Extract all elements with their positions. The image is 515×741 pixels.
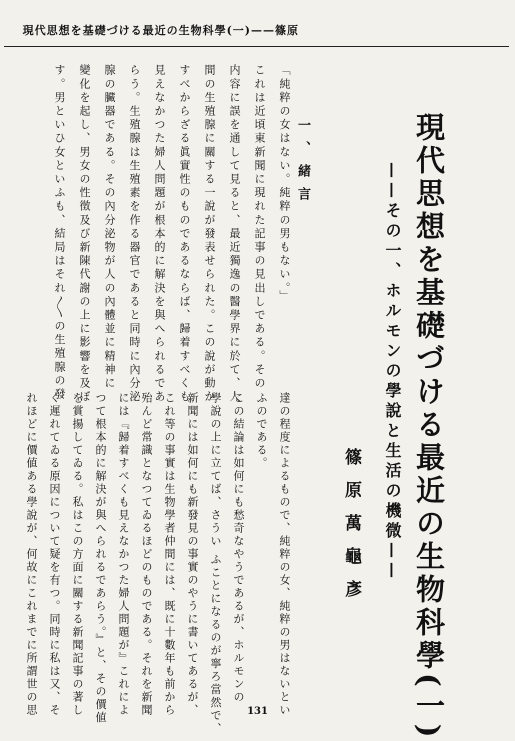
text-column: これは近頃東新聞に現れた記事の見出しである。その (253, 64, 266, 391)
page-number: 131 (247, 706, 268, 717)
text-column: 學說の上に立てば、さうい ふことになるのが寧ろ當然で、 (209, 392, 222, 736)
running-header (4, 12, 509, 47)
text-column: 新聞には如何にも新發見の事實のやうに書いてあるが、 (186, 392, 199, 717)
text-column: れほどに價値ある學說が、何故にこれまでに所謂世の思 (25, 392, 38, 717)
article-subtitle: ——その一、ホルモンの學說と生活の機微—— (383, 162, 402, 582)
running-header-text: 現代思想を基礎づける最近の生物科學(一)——篠原 (22, 24, 299, 37)
section-heading: 一、緒言 (295, 118, 310, 210)
text-column: すべからざる眞實性のものであるならば、歸着すべくも (178, 64, 191, 404)
text-column: 變化を起し、男女の性徵及び新陳代謝の上に影響を及ぼ (78, 64, 91, 404)
text-column: この結論は如何にも愁奇なやうであるが、ホルモンの (232, 392, 245, 704)
article-title: 現代思想を基礎づける最近の生物科學(一) (412, 112, 446, 741)
text-column: 「純粹の女はない。純粹の男もない。」 (278, 64, 291, 304)
author-name: 篠原萬龜彥 (341, 448, 361, 613)
text-column: 達の程度によるもので、純粹の女、純粹の男はないとい (278, 392, 291, 717)
text-column: く遲れてゐる原因について疑を有つ。同時に私は又、そ (48, 392, 61, 717)
text-column: 間の生殖腺に關する一說が發表せられた。この說が動か (203, 64, 216, 404)
text-column: 腺の臟器である。その內分泌物が人の內體並に精神に (103, 64, 116, 391)
text-column: を賞揚してゐる。私はこの方面に關する新聞記事の著し (71, 392, 84, 717)
text-column: これ等の事實は生物學者仲間には、既に十數年も前から (163, 392, 176, 717)
text-column: には『歸着すべくも見えなかつた婦人問題が』これによ (117, 392, 130, 717)
text-column: 内容に誤を通して見ると、最近獨逸の醫學界に於て、人 (228, 64, 241, 404)
text-column: 殆んど常識となつてゐるほどのものである。それを新聞 (140, 392, 153, 717)
text-column: らう。生殖腺は生殖素を作る器官であると同時に內分泌 (128, 64, 141, 404)
text-column: ふのである。 (255, 392, 268, 470)
text-column: 見えなかつた婦人問題が根本的に解決を與へられるであ (153, 64, 166, 404)
text-column: つて根本的に解決が與へられるであらう。』と、その價値 (94, 392, 107, 725)
text-column: す。男といひ女といふも、結局はそれ〳〵の生殖腺の發 (53, 64, 66, 402)
body-text-upper (44, 64, 291, 404)
